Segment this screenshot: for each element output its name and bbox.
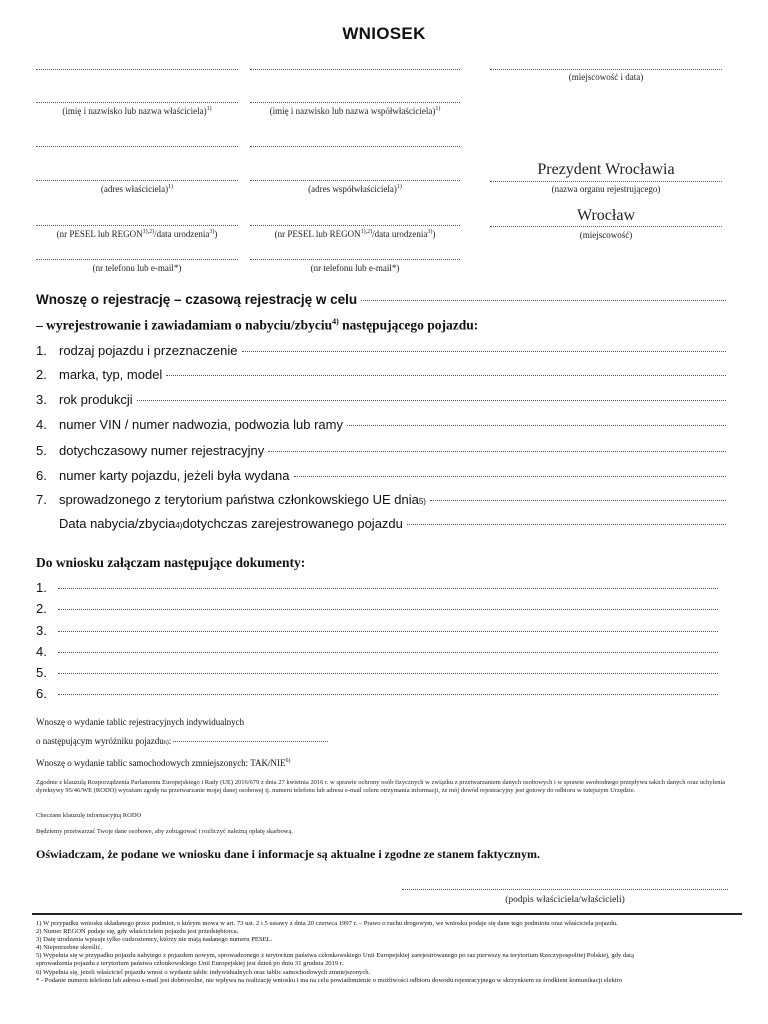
owner-address-field-1[interactable] <box>36 146 238 147</box>
coowner-address-label: (adres współwłaściciela)$^{1)}$ <box>308 184 402 194</box>
vehicle-vin-field[interactable] <box>347 425 726 426</box>
rodo-consent-text: Zgodnie z klauzulą Rozporządzenia Parlamentu Europejskiego i Rady (UE) 2016/679 z dnia 27 kwietnia 2016 r. w sprawie ochrony osób fizycznych w związku z przetwarzaniem danych osobowych i w sprawie swobodnego przepływu takich danych oraz uchylenia dyrektywy 95/46/WE (RODO) wyrażam zgodę na przetwarzanie mojej danej osobowej tj. numeru telefonu lub adresu e-mail celem otrzymania informacji, że mój dowód rejestracyjny jest gotowy do odbioru w tutejszym Urzędzie. <box>36 779 726 794</box>
plates-reduced-choice[interactable]: TAK/NIE <box>248 758 286 768</box>
footnote-1: 1) W przypadku wniosku składanego przez podmiot, o którym mowa w art. 73 ust. 2 i 5 ustawy z dnia 20 czerwca 1997 r. – Prawo o ruchu drogowym, we wniosku podaje się dane tego podmiotu oraz właściciela pojazdu. <box>36 920 618 927</box>
owner-address-field-2[interactable] <box>36 180 238 181</box>
document-item-6: 6. <box>36 686 718 701</box>
vehicle-make-field[interactable] <box>166 375 726 376</box>
document-field-1[interactable] <box>58 588 718 589</box>
documents-heading: Do wniosku załączam następujące dokumenty: <box>36 555 306 570</box>
owner-name-field-1[interactable] <box>36 69 238 70</box>
place-field <box>490 226 722 227</box>
rodo-clause-read: Checzane klauzulę informacyjną RODO <box>36 812 142 819</box>
vehicle-year-field[interactable] <box>137 400 726 401</box>
vehicle-import-date-field[interactable] <box>430 500 726 501</box>
coowner-name-label: (imię i nazwisko lub nazwa współwłaściciela)$^{1)}$ <box>269 106 441 116</box>
vehicle-plate-field[interactable] <box>268 451 726 452</box>
owner-address-label: (adres właściciela)$^{1)}$ <box>100 184 174 194</box>
document-item-5: 5. <box>36 665 718 680</box>
request-purpose-field[interactable] <box>361 300 726 301</box>
plates-distinguisher-line: o następującym wyróżniku pojazdu $_{6)}$ : <box>36 736 328 746</box>
document-item-1: 1. <box>36 580 718 595</box>
plates-distinguisher-field[interactable] <box>173 741 328 742</box>
document-field-5[interactable] <box>58 673 718 674</box>
vehicle-item-6: 6. numer karty pojazdu, jeżeli była wydana <box>36 468 726 483</box>
footnote-divider <box>32 913 742 915</box>
coowner-phone-label: (nr telefonu lub e-mail*) <box>310 263 400 273</box>
authority-label: (nazwa organu rejestrującego) <box>551 184 661 194</box>
authority-field <box>490 181 722 182</box>
footnotes <box>36 920 742 985</box>
request-line-1 <box>36 292 726 307</box>
vehicle-item-1: 1. rodzaj pojazdu i przeznaczenie <box>36 343 726 358</box>
owner-phone-label: (nr telefonu lub e-mail*) <box>92 263 182 273</box>
request-registration-text: Wnoszę o rejestrację – czasową rejestrację w celu <box>36 292 358 307</box>
owner-pesel-label: (nr PESEL lub $REGON^{1),2)}$/data urodzenia$^{3)}$) <box>56 229 218 239</box>
document-item-3: 3. <box>36 623 718 638</box>
rodo-fee-notice: Będziemy przetwarzać Twoje dane osobowe, aby zobiągować i rozliczyć należną opłatę skarbową. <box>36 828 293 835</box>
footnote-2: 2) Numer REGON podaje się, gdy właścicielem pojazdu jest przedsiębiorca. <box>36 928 239 936</box>
footnote-5-cont: sprowadzenia pojazdu z terytorium państwa członkowskiego Unii Europejskiej jest dzień po dniu 31 grudnia 2019 r. <box>36 960 344 968</box>
acquisition-date-field[interactable] <box>407 524 726 525</box>
coowner-pesel-field[interactable] <box>250 225 460 226</box>
footnote-3: 3) Datę urodzenia wpisuje tylko cudzoziemcy, którzy nie mają nadanego numeru PESEL. <box>36 936 273 944</box>
vehicle-item-3: 3. rok produkcji <box>36 392 726 407</box>
vehicle-type-field[interactable] <box>242 351 727 352</box>
owner-phone-field[interactable] <box>36 259 238 260</box>
vehicle-item-4: 4. numer VIN / numer nadwozia, podwozia lub ramy <box>36 417 726 432</box>
coowner-pesel-label: (nr PESEL lub $REGON^{1),2)}$/data urodzenia$^{3)}$) <box>274 229 436 239</box>
place-date-field[interactable] <box>490 69 722 70</box>
place-date-label: (miejscowość i data) <box>568 72 644 82</box>
place-value: Wrocław <box>577 207 635 224</box>
declaration-text: Oświadczam, że podane we wniosku dane i informacje są aktualne i zgodne ze stanem faktycznym. <box>36 847 540 861</box>
authority-value: Prezydent Wrocławia <box>537 161 675 178</box>
vehicle-item-5: 5. dotychczasowy numer rejestracyjny <box>36 443 726 458</box>
signature-label: (podpis właściciela/właścicieli) <box>505 895 625 905</box>
signature-field[interactable] <box>402 889 728 890</box>
footnote-star: * - Podanie numeru telefonu lub adresu e-mail jest dobrowolne, nie wpływa na realizację wniosku i ma na celu powiadomienie o możliwości odbioru dowodu rejestracyjnego w skrzynkiem ze środkiem komunikacji elektro <box>36 976 623 984</box>
document-field-6[interactable] <box>58 694 718 695</box>
vehicle-card-field[interactable] <box>294 476 726 477</box>
footnote-6: 6) Wypełnia się, jeżeli właściciel pojazdu wnosi o wydanie tablic indywidualnych oraz tablic samochodowych zmniejszonych. <box>36 968 371 976</box>
place-label: (miejscowość) <box>579 230 633 240</box>
plates-reduced-line: Wnoszę o wydanie tablic samochodowych zmniejszonych: TAK/NIE$^{6)}$ <box>36 758 291 768</box>
coowner-name-field-1[interactable] <box>250 69 460 70</box>
footnote-5: 5) Wypełnia się w przypadku pojazdu nabytego z pojazdem nowym, sprowadzonego z terytorium państwa członkowskiego Unii Europejskiej zarejestrowanego po raz pierwszy na terytorium Rzeczypospolitej Polskiej, gdy datą <box>36 952 634 960</box>
document-field-2[interactable] <box>58 609 718 610</box>
vehicle-item-7: 7. sprowadzonego z terytorium państwa członkowskiego UE dnia 5) <box>36 492 726 507</box>
footnote-4: 4) Niepotrzebne skreślić. <box>36 944 103 952</box>
document-field-4[interactable] <box>58 652 718 653</box>
coowner-name-field[interactable] <box>250 102 460 103</box>
document-item-4: 4. <box>36 644 718 659</box>
acquisition-date-item: Data nabycia/zbycia 4) dotychczas zarejestrowanego pojazdu <box>59 516 726 531</box>
document-item-2: 2. <box>36 601 718 616</box>
coowner-address-field-2[interactable] <box>250 180 460 181</box>
form-title: WNIOSEK <box>342 24 426 43</box>
document-field-3[interactable] <box>58 631 718 632</box>
owner-name-field[interactable] <box>36 102 238 103</box>
vehicle-item-2: 2. marka, typ, model <box>36 367 726 382</box>
request-line-2: – wyrejestrowanie i zawiadamiam o nabyciu/zbyciu$^{4)}$ następującego pojazdu: <box>36 317 479 333</box>
owner-name-label: (imię i nazwisko lub nazwa właściciela)$^{1)}$ <box>62 106 212 116</box>
plates-individual-text: Wnoszę o wydanie tablic rejestracyjnych indywidualnych <box>36 717 245 727</box>
coowner-phone-field[interactable] <box>250 259 460 260</box>
coowner-address-field-1[interactable] <box>250 146 460 147</box>
owner-pesel-field[interactable] <box>36 225 238 226</box>
